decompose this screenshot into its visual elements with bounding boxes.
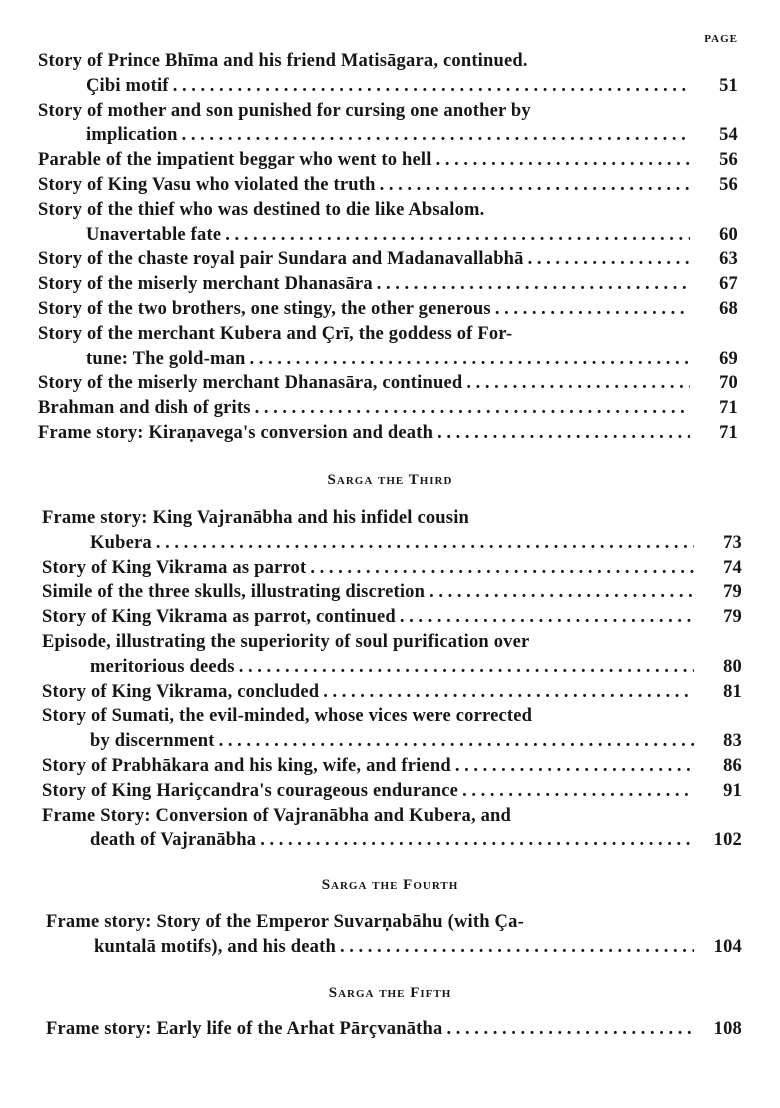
dot-leader <box>260 828 694 853</box>
toc-entry-continuation: Çibi motif <box>86 75 169 96</box>
toc-section-sarga-fourth <box>0 910 780 960</box>
toc-entry-page-number: 70 <box>719 373 738 394</box>
toc-section-continued <box>0 49 780 446</box>
toc-entry <box>0 49 780 99</box>
toc-entry <box>0 779 780 804</box>
dot-leader <box>466 371 690 396</box>
toc-entry-page-number: 91 <box>723 780 742 801</box>
toc-entry-page-number: 71 <box>719 422 738 443</box>
dot-leader <box>400 605 694 630</box>
toc-entry-title-line: Story of the thief who was destined to die like Absalom. <box>38 199 485 220</box>
toc-entry <box>0 556 780 581</box>
toc-entry-page-number: 102 <box>713 830 742 851</box>
sarga-fourth-heading-wrap <box>0 877 780 894</box>
sarga-third-heading-wrap <box>0 472 780 489</box>
toc-entry-title: Frame story: Kiraṇavega's conversion and death <box>38 422 434 443</box>
dot-leader <box>310 556 694 581</box>
dot-leader <box>173 74 690 99</box>
toc-entry <box>0 198 780 248</box>
toc-entry-page-number: 83 <box>723 731 742 752</box>
toc-entry-page-number: 86 <box>723 755 742 776</box>
toc-entry-title: Story of Prabhākara and his king, wife, and friend <box>42 755 451 776</box>
toc-entry-continuation: meritorious deeds <box>90 656 235 677</box>
toc-entry <box>0 680 780 705</box>
toc-entry <box>0 99 780 149</box>
dot-leader <box>182 123 690 148</box>
toc-entry-title: Story of King Vasu who violated the truth <box>38 174 376 195</box>
dot-leader <box>225 223 690 248</box>
toc-entry <box>0 272 780 297</box>
toc-entry-page-number: 80 <box>723 656 742 677</box>
toc-entry-page-number: 81 <box>723 681 742 702</box>
dot-leader <box>156 531 694 556</box>
toc-entry-title: Brahman and dish of grits <box>38 398 251 419</box>
toc-entry <box>0 804 780 854</box>
toc-entry-continuation: death of Vajranābha <box>90 830 257 851</box>
toc-entry-continuation: by discernment <box>90 731 215 752</box>
toc-entry-page-number: 104 <box>713 936 742 957</box>
toc-section-sarga-third <box>0 506 780 853</box>
toc-entry-page-number: 71 <box>719 398 738 419</box>
toc-entry-page-number: 67 <box>719 274 738 295</box>
toc-entry-page-number: 60 <box>719 224 738 245</box>
toc-entry <box>0 580 780 605</box>
dot-leader <box>250 347 690 372</box>
toc-entry-title-line: Story of Sumati, the evil-minded, whose vices were corrected <box>42 706 533 727</box>
toc-entry <box>0 371 780 396</box>
dot-leader <box>437 421 690 446</box>
sarga-third-heading: Sarga the Third <box>327 472 453 488</box>
toc-entry-title: Story of the miserly merchant Dhanasāra <box>38 274 373 295</box>
toc-entry <box>0 148 780 173</box>
toc-entry-title: Parable of the impatient beggar who went to hell <box>38 150 432 171</box>
toc-entry-title: Story of King Hariçcandra's courageous endurance <box>42 780 459 801</box>
toc-entry <box>0 173 780 198</box>
toc-entry-continuation: Kubera <box>90 532 152 553</box>
toc-entry-title: Story of King Vikrama as parrot, continued <box>42 607 396 628</box>
dot-leader <box>377 272 690 297</box>
toc-entry-page-number: 56 <box>719 174 738 195</box>
dot-leader <box>255 396 690 421</box>
toc-entry <box>0 396 780 421</box>
dot-leader <box>380 173 690 198</box>
sarga-fourth-heading: Sarga the Fourth <box>321 877 459 893</box>
toc-entry <box>0 247 780 272</box>
dot-leader <box>446 1017 694 1042</box>
dot-leader <box>455 754 694 779</box>
toc-entry <box>0 1017 780 1042</box>
toc-entry-page-number: 74 <box>723 557 742 578</box>
toc-entry-title-line: Episode, illustrating the superiority of soul purification over <box>42 631 530 652</box>
toc-entry <box>0 297 780 322</box>
toc-entry-title: Story of King Vikrama, concluded <box>42 681 320 702</box>
toc-entry-title-line: Frame Story: Conversion of Vajranābha and Kubera, and <box>42 805 512 826</box>
toc-entry-page-number: 54 <box>719 125 738 146</box>
toc-entry-page-number: 51 <box>719 75 738 96</box>
toc-entry <box>0 704 780 754</box>
dot-leader <box>239 655 694 680</box>
toc-entry-title-line: Story of Prince Bhīma and his friend Matisāgara, continued. <box>38 51 528 71</box>
toc-entry-page-number: 79 <box>723 582 742 603</box>
dot-leader <box>495 297 690 322</box>
toc-entry <box>0 605 780 630</box>
toc-entry-page-number: 68 <box>719 298 738 319</box>
dot-leader <box>436 148 690 173</box>
toc-entry-continuation: kuntalā motifs), and his death <box>94 936 336 957</box>
toc-entry-title: Story of the two brothers, one stingy, the other generous <box>38 298 491 319</box>
toc-entry <box>0 754 780 779</box>
dot-leader <box>323 680 694 705</box>
toc-section-sarga-fifth <box>0 1017 780 1042</box>
sarga-fifth-heading: Sarga the Fifth <box>328 985 452 1001</box>
sarga-fifth-heading-wrap <box>0 985 780 1002</box>
toc-entry-continuation: Unavertable fate <box>86 224 222 245</box>
toc-entry-title: Story of the miserly merchant Dhanasāra, continued <box>38 373 463 394</box>
dot-leader <box>219 729 694 754</box>
toc-entry-title-line: Frame story: King Vajranābha and his infidel cousin <box>42 508 470 528</box>
toc-entry <box>0 630 780 680</box>
toc-entry-title: Frame story: Early life of the Arhat Pārçvanātha <box>46 1019 443 1039</box>
toc-entry-title: Story of King Vikrama as parrot <box>42 557 307 578</box>
dot-leader <box>462 779 694 804</box>
toc-entry-page-number: 69 <box>719 348 738 369</box>
toc-entry <box>0 421 780 446</box>
toc-entry-page-number: 108 <box>713 1019 742 1039</box>
dot-leader <box>340 935 694 960</box>
toc-entry-title-line: Story of the merchant Kubera and Çrī, the goddess of For- <box>38 323 513 344</box>
dot-leader <box>528 247 690 272</box>
dot-leader <box>429 580 694 605</box>
page-column-label: PAGE <box>704 33 738 45</box>
toc-entry-title: Story of the chaste royal pair Sundara and Madanavallabhā <box>38 249 524 270</box>
toc-entry <box>0 506 780 556</box>
toc-entry-page-number: 56 <box>719 150 738 171</box>
toc-entry <box>0 322 780 372</box>
toc-entry-page-number: 79 <box>723 607 742 628</box>
toc-entry-continuation: implication <box>86 125 178 146</box>
toc-entry-page-number: 73 <box>723 532 742 553</box>
toc-entry-title-line: Frame story: Story of the Emperor Suvarṇabāhu (with Ça- <box>46 912 524 932</box>
toc-entry <box>0 910 780 960</box>
toc-entry-title: Simile of the three skulls, illustrating discretion <box>42 582 426 603</box>
toc-entry-title-line: Story of mother and son punished for cursing one another by <box>38 100 531 121</box>
toc-entry-page-number: 63 <box>719 249 738 270</box>
toc-entry-continuation: tune: The gold-man <box>86 348 246 369</box>
